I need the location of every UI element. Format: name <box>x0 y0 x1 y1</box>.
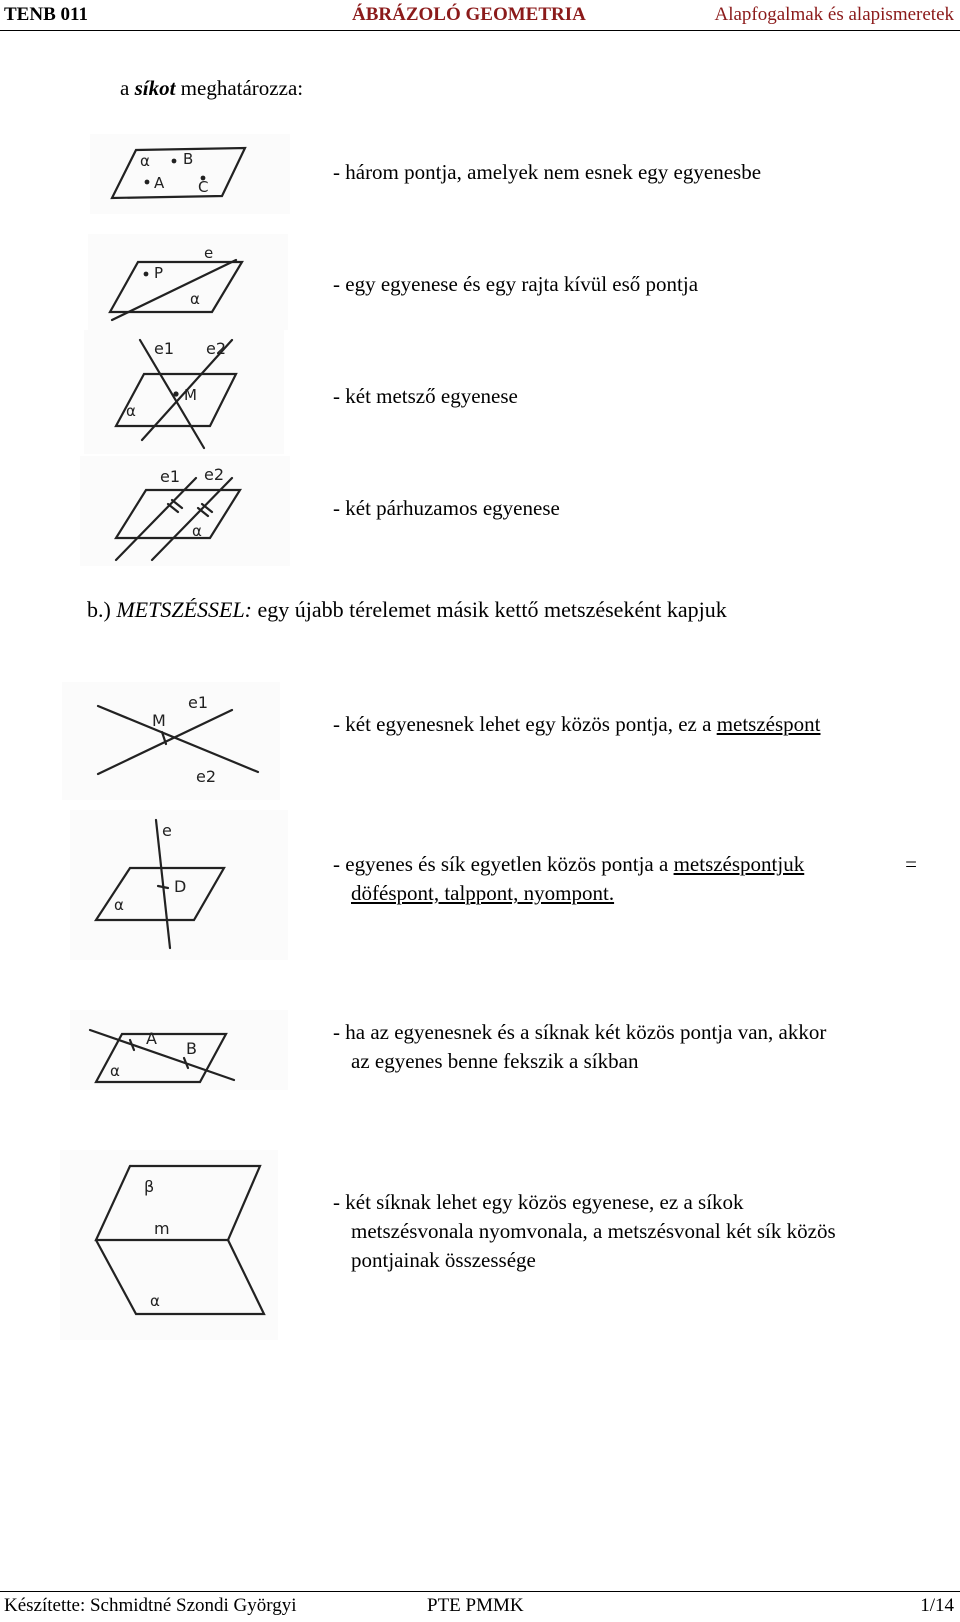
intro-prefix: a <box>120 76 135 100</box>
intersection-1: - két egyenesnek lehet egy közös pontja, ez a metszéspont <box>333 712 821 736</box>
plane-def-2: - egy egyenese és egy rajta kívül eső pontja <box>333 272 699 296</box>
chapter-title: Alapfogalmak és alapismeretek <box>714 4 954 25</box>
page-header <box>0 0 960 32</box>
intersection-4: - két síknak lehet egy közös egyenese, ez a síkok metszésvonala nyomvonala, a metszésvonal két sík közös pontjainak összessége <box>333 1190 836 1272</box>
label-e2: e2 <box>196 767 217 786</box>
label-e: e <box>204 244 214 262</box>
label-A: A <box>154 174 165 192</box>
label-M: M <box>184 386 197 404</box>
sketch-line-and-point <box>88 234 288 330</box>
subject-title: ÁBRÁZOLÓ GEOMETRIA <box>352 4 586 25</box>
intro-line <box>120 74 303 103</box>
label-D: D <box>174 877 187 896</box>
footer-institution: PTE PMMK <box>427 1595 524 1616</box>
label-m: m <box>154 1219 170 1238</box>
label-C: C <box>198 178 209 196</box>
page-footer <box>0 1592 960 1622</box>
label-alpha: α <box>192 522 202 540</box>
label-e1: e1 <box>154 339 175 358</box>
label-e1: e1 <box>188 693 209 712</box>
term-dofespont: döféspont, talppont, nyompont. <box>351 881 615 905</box>
label-alpha: α <box>140 152 150 170</box>
sketch-intersecting-lines <box>84 330 284 454</box>
intro-suffix: meghatározza: <box>175 76 304 100</box>
section-b-label: b.) <box>87 597 111 622</box>
label-alpha: α <box>114 896 124 914</box>
sketch-two-planes <box>60 1150 278 1340</box>
sketch-line-plane-D <box>70 810 288 960</box>
label-M: M <box>152 711 166 730</box>
section-b-text: egy újabb térelemet másik kettő metszéseként kapjuk <box>252 597 727 622</box>
label-alpha: α <box>150 1292 160 1310</box>
label-e1: e1 <box>160 467 181 486</box>
label-alpha: α <box>190 290 200 308</box>
sketch-two-lines-M <box>62 682 280 800</box>
header-rule <box>0 30 960 31</box>
plane-def-4: - két párhuzamos egyenese <box>333 496 560 520</box>
plane-def-3: - két metsző egyenese <box>333 384 518 408</box>
label-e2: e2 <box>204 465 225 484</box>
label-A: A <box>146 1029 157 1048</box>
intro-keyword: síkot <box>134 76 176 100</box>
course-code: TENB 011 <box>4 4 88 25</box>
sketch-line-in-plane <box>70 1010 288 1090</box>
section-b-heading <box>87 597 727 623</box>
footer-page-number: 1/14 <box>920 1595 954 1616</box>
section-b-keyword: METSZÉSSEL: <box>116 597 253 622</box>
intersection-2: - egyenes és sík egyetlen közös pontja a metszéspontjuk = döféspont, talppont, nyompont. <box>333 852 917 905</box>
label-alpha: α <box>126 402 136 420</box>
intersection-3: - ha az egyenesnek és a síknak két közös pontja van, akkor az egyenes benne fekszik a síkban <box>333 1020 827 1073</box>
label-e: e <box>162 821 172 840</box>
label-beta: β <box>144 1177 155 1196</box>
sketch-three-points <box>90 134 290 214</box>
term-metszespontjuk: metszéspontjuk <box>673 852 805 876</box>
label-P: P <box>154 264 164 282</box>
plane-def-1: - három pontja, amelyek nem esnek egy egyenesbe <box>333 160 762 184</box>
label-e2: e2 <box>206 339 227 358</box>
term-metszespont: metszéspont <box>716 712 821 736</box>
label-B: B <box>186 1039 197 1058</box>
sketch-parallel-lines <box>80 456 290 566</box>
label-alpha: α <box>110 1062 120 1080</box>
label-B: B <box>183 150 194 168</box>
footer-author: Készítette: Schmidtné Szondi Györgyi <box>4 1595 297 1616</box>
